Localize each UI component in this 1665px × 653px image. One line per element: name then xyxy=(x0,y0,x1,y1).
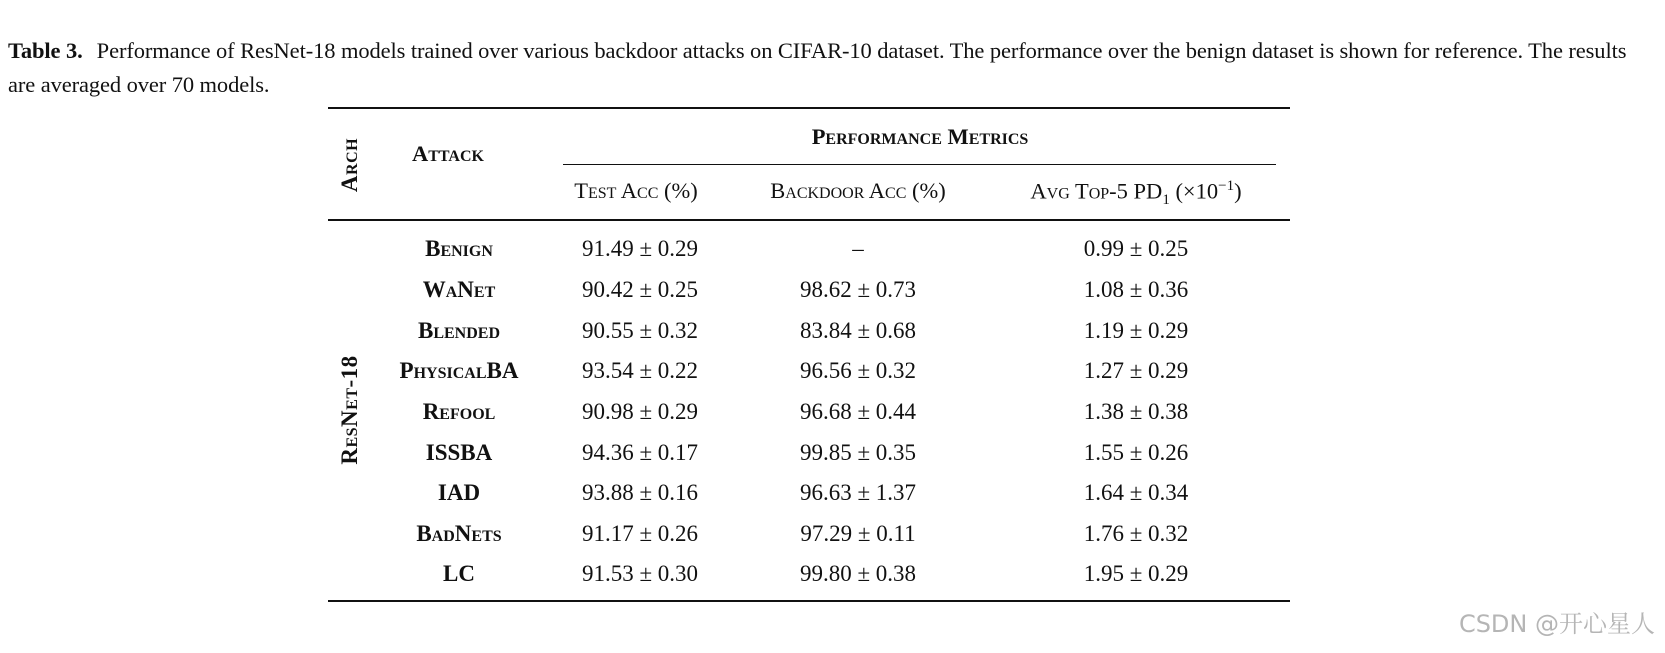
pd-cell: 0.99 ± 0.25 xyxy=(1083,236,1189,261)
attack-cell: BadNets xyxy=(416,521,502,546)
attack-cell: WaNet xyxy=(422,277,496,302)
pd-cell: 1.08 ± 0.36 xyxy=(1083,277,1189,302)
table-top-rule xyxy=(328,107,1290,109)
backdoor-acc-cell: – xyxy=(852,236,864,261)
backdoor-acc-cell: 96.68 ± 0.44 xyxy=(799,399,917,424)
avg-top5-pd-header xyxy=(1030,178,1241,209)
test-acc-cell: 90.98 ± 0.29 xyxy=(581,399,699,424)
backdoor-acc-cell: 97.29 ± 0.11 xyxy=(800,521,916,546)
attack-cell: Refool xyxy=(422,399,496,424)
avg-top5-pd-subscript: 1 xyxy=(1162,192,1170,208)
arch-header: Arch xyxy=(337,137,362,193)
pd-cell: 1.95 ± 0.29 xyxy=(1083,561,1189,586)
caption-label: Table 3. xyxy=(8,38,83,63)
backdoor-acc-cell: 83.84 ± 0.68 xyxy=(799,318,917,343)
pd-cell: 1.19 ± 0.29 xyxy=(1083,318,1189,343)
test-acc-header: Test Acc (%) xyxy=(574,178,698,203)
avg-top5-pd-unit: (×10 xyxy=(1169,178,1219,204)
attack-cell: ISSBA xyxy=(425,440,493,465)
table-header-rule xyxy=(328,219,1290,221)
backdoor-acc-cell: 96.56 ± 0.32 xyxy=(799,358,917,383)
test-acc-cell: 91.49 ± 0.29 xyxy=(581,236,699,261)
pd-cell: 1.38 ± 0.38 xyxy=(1083,399,1189,424)
backdoor-acc-cell: 99.80 ± 0.38 xyxy=(799,561,917,586)
pd-cell: 1.27 ± 0.29 xyxy=(1083,358,1189,383)
watermark: CSDN @开心星人 xyxy=(1458,610,1655,638)
attack-cell: LC xyxy=(443,561,475,586)
pd-cell: 1.64 ± 0.34 xyxy=(1083,480,1189,505)
attack-header: Attack xyxy=(412,141,484,166)
table-header-cmid-rule xyxy=(563,164,1276,165)
pd-cell: 1.76 ± 0.32 xyxy=(1083,521,1189,546)
attack-cell: Benign xyxy=(425,236,493,261)
test-acc-cell: 90.55 ± 0.32 xyxy=(581,318,699,343)
performance-metrics-header: Performance Metrics xyxy=(811,124,1029,149)
test-acc-cell: 94.36 ± 0.17 xyxy=(581,440,699,465)
backdoor-acc-cell: 98.62 ± 0.73 xyxy=(799,277,917,302)
attack-cell: PhysicalBA xyxy=(399,358,519,383)
caption-text: Performance of ResNet-18 models trained over various backdoor attacks on CIFAR-10 dataset. The performance over the benign dataset is shown for reference. The results are averaged over 70 models. xyxy=(8,38,1627,97)
pd-cell: 1.55 ± 0.26 xyxy=(1083,440,1189,465)
backdoor-acc-cell: 96.63 ± 1.37 xyxy=(799,480,917,505)
test-acc-cell: 91.53 ± 0.30 xyxy=(581,561,699,586)
backdoor-acc-header: Backdoor Acc (%) xyxy=(770,178,946,203)
table-bottom-rule xyxy=(328,600,1290,602)
avg-top5-pd-close: ) xyxy=(1234,178,1242,204)
test-acc-cell: 91.17 ± 0.26 xyxy=(581,521,699,546)
test-acc-cell: 93.54 ± 0.22 xyxy=(581,358,699,383)
table-caption xyxy=(8,34,1648,102)
avg-top5-pd-exponent: −1 xyxy=(1218,178,1235,194)
backdoor-acc-cell: 99.85 ± 0.35 xyxy=(799,440,917,465)
arch-label-resnet18: ResNet-18 xyxy=(337,355,362,465)
test-acc-cell: 90.42 ± 0.25 xyxy=(581,277,699,302)
avg-top5-pd-label: Avg Top-5 PD xyxy=(1030,178,1163,204)
test-acc-cell: 93.88 ± 0.16 xyxy=(581,480,699,505)
attack-cell: IAD xyxy=(437,480,481,505)
attack-cell: Blended xyxy=(417,318,501,343)
